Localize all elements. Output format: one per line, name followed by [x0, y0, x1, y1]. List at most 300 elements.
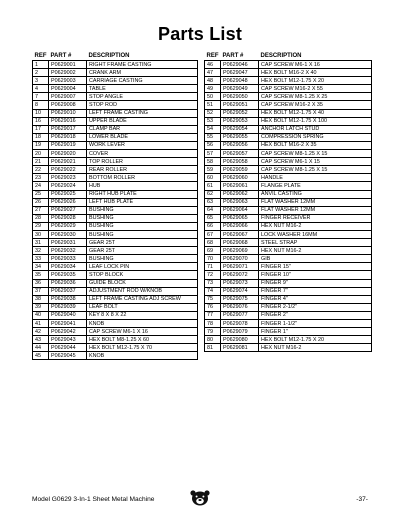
table-row: [205, 239, 372, 247]
ref-cell: 74: [205, 287, 221, 295]
part-number-cell: P0629064: [221, 206, 259, 214]
description-cell: CAP SCREW M16-2 X 35: [259, 101, 372, 109]
description-cell: FINGER 2": [259, 311, 372, 319]
description-cell: LEFT FRAME CASTING: [87, 109, 198, 117]
table-row: [33, 311, 198, 319]
ref-cell: 45: [33, 352, 49, 360]
part-number-cell: P0629043: [49, 336, 87, 344]
ref-cell: 35: [33, 271, 49, 279]
ref-cell: 7: [33, 93, 49, 101]
ref-cell: 4: [33, 85, 49, 93]
description-cell: WORK LEVER: [87, 141, 198, 149]
part-number-cell: P0629071: [221, 263, 259, 271]
ref-cell: 55: [205, 133, 221, 141]
description-cell: BUSHING: [87, 214, 198, 222]
description-cell: FINGER 9": [259, 279, 372, 287]
ref-cell: 43: [33, 336, 49, 344]
part-number-cell: P0629059: [221, 166, 259, 174]
table-header-row: [33, 52, 198, 61]
table-row: [33, 117, 198, 125]
part-number-cell: P0629065: [221, 214, 259, 222]
ref-cell: 39: [33, 303, 49, 311]
table-row: [33, 125, 198, 133]
table-row: [205, 77, 372, 85]
part-number-cell: P0629062: [221, 190, 259, 198]
table-row: [205, 247, 372, 255]
table-row: [33, 287, 198, 295]
table-row: [205, 61, 372, 69]
part-number-cell: P0629080: [221, 336, 259, 344]
table-row: [33, 336, 198, 344]
description-cell: HEX BOLT M12-1.75 X 70: [87, 344, 198, 352]
part-number-cell: P0629010: [49, 109, 87, 117]
part-number-cell: P0629035: [49, 271, 87, 279]
table-row: [33, 271, 198, 279]
table-row: [205, 230, 372, 238]
description-cell: STOP BLOCK: [87, 271, 198, 279]
description-cell: LOCK WASHER 16MM: [259, 230, 372, 238]
ref-cell: 29: [33, 222, 49, 230]
description-cell: HEX BOLT M16-2 X 35: [259, 141, 372, 149]
part-number-cell: P0629007: [49, 93, 87, 101]
part-header: PART #: [222, 53, 244, 59]
ref-cell: 53: [205, 117, 221, 125]
ref-cell: 27: [33, 206, 49, 214]
description-cell: CAP SCREW M6-1 X 16: [259, 61, 372, 69]
table-row: [205, 311, 372, 319]
description-cell: COMPRESSION SPRING: [259, 133, 372, 141]
table-row: [33, 61, 198, 69]
ref-cell: 8: [33, 101, 49, 109]
table-row: [33, 85, 198, 93]
ref-cell: 1: [33, 61, 49, 69]
description-cell: FINGER 7": [259, 287, 372, 295]
part-number-cell: P0629027: [49, 206, 87, 214]
ref-cell: 57: [205, 150, 221, 158]
description-cell: HEX NUT M16-2: [259, 247, 372, 255]
ref-cell: 72: [205, 271, 221, 279]
ref-cell: 62: [205, 190, 221, 198]
table-row: [33, 141, 198, 149]
table-row: [33, 133, 198, 141]
description-cell: HANDLE: [259, 174, 372, 182]
description-cell: BUSHING: [87, 230, 198, 238]
part-number-cell: P0629061: [221, 182, 259, 190]
description-cell: RIGHT FRAME CASTING: [87, 61, 198, 69]
table-row: [205, 320, 372, 328]
table-row: [205, 93, 372, 101]
description-cell: HEX BOLT M12-1.75 X 20: [259, 77, 372, 85]
ref-cell: 70: [205, 255, 221, 263]
ref-cell: 30: [33, 230, 49, 238]
description-cell: ADJUSTMENT ROD W/KNOB: [87, 287, 198, 295]
description-cell: STOP ROD: [87, 101, 198, 109]
table-row: [33, 101, 198, 109]
parts-table-right-body: [205, 61, 372, 352]
part-number-cell: P0629053: [221, 117, 259, 125]
table-row: [205, 198, 372, 206]
parts-table-left-body: [33, 61, 198, 360]
ref-cell: 41: [33, 320, 49, 328]
description-cell: BUSHING: [87, 255, 198, 263]
table-row: [205, 125, 372, 133]
table-row: [205, 295, 372, 303]
description-cell: ANVIL CASTING: [259, 190, 372, 198]
part-number-cell: P0629067: [221, 230, 259, 238]
description-cell: HEX BOLT M12-1.75 X 100: [259, 117, 372, 125]
ref-header: REF: [34, 53, 47, 59]
ref-cell: 51: [205, 101, 221, 109]
ref-cell: 75: [205, 295, 221, 303]
part-number-cell: P0629028: [49, 214, 87, 222]
ref-cell: 73: [205, 279, 221, 287]
description-cell: LEFT FRAME CASTING ADJ SCREW: [87, 295, 198, 303]
description-cell: GEAR 25T: [87, 239, 198, 247]
parts-table-left: [32, 52, 198, 360]
part-number-cell: P0629036: [49, 279, 87, 287]
table-row: [205, 328, 372, 336]
description-cell: CAP SCREW M8-1.25 X 15: [259, 150, 372, 158]
table-row: [33, 344, 198, 352]
part-number-cell: P0629034: [49, 263, 87, 271]
table-row: [33, 320, 198, 328]
table-row: [205, 190, 372, 198]
footer-page-number: -37-: [356, 496, 368, 503]
description-cell: CARRIAGE CASTING: [87, 77, 198, 85]
ref-cell: 79: [205, 328, 221, 336]
table-row: [205, 206, 372, 214]
part-number-cell: P0629042: [49, 328, 87, 336]
table-row: [205, 69, 372, 77]
table-row: [33, 150, 198, 158]
table-row: [205, 158, 372, 166]
description-cell: KNOB: [87, 352, 198, 360]
part-number-cell: P0629074: [221, 287, 259, 295]
table-row: [205, 117, 372, 125]
table-row: [205, 133, 372, 141]
part-number-cell: P0629077: [221, 311, 259, 319]
ref-cell: 63: [205, 198, 221, 206]
table-row: [205, 344, 372, 352]
table-row: [205, 174, 372, 182]
description-cell: CAP SCREW M8-1.25 X 25: [259, 93, 372, 101]
part-number-cell: P0629016: [49, 117, 87, 125]
table-row: [33, 174, 198, 182]
ref-cell: 40: [33, 311, 49, 319]
description-header: DESCRIPTION: [88, 53, 130, 59]
ref-cell: 32: [33, 247, 49, 255]
description-cell: TABLE: [87, 85, 198, 93]
ref-header: REF: [206, 53, 219, 59]
part-number-cell: P0629058: [221, 158, 259, 166]
part-number-cell: P0629037: [49, 287, 87, 295]
ref-cell: 25: [33, 190, 49, 198]
description-cell: CAP SCREW M8-1.25 X 15: [259, 166, 372, 174]
description-cell: RIGHT HUB PLATE: [87, 190, 198, 198]
ref-cell: 44: [33, 344, 49, 352]
table-row: [205, 141, 372, 149]
part-number-cell: P0629020: [49, 150, 87, 158]
table-row: [33, 239, 198, 247]
ref-cell: 67: [205, 230, 221, 238]
part-number-cell: P0629029: [49, 222, 87, 230]
table-row: [205, 166, 372, 174]
table-row: [205, 109, 372, 117]
description-cell: FLANGE PLATE: [259, 182, 372, 190]
description-cell: HEX BOLT M12-1.75 X 40: [259, 109, 372, 117]
part-number-cell: P0629054: [221, 125, 259, 133]
table-row: [205, 336, 372, 344]
ref-cell: 80: [205, 336, 221, 344]
part-header: PART #: [50, 53, 72, 59]
ref-cell: 19: [33, 141, 49, 149]
description-cell: FINGER 15": [259, 263, 372, 271]
table-row: [33, 93, 198, 101]
description-cell: CAP SCREW M6-1 X 15: [259, 158, 372, 166]
part-number-cell: P0629047: [221, 69, 259, 77]
part-number-cell: P0629018: [49, 133, 87, 141]
part-number-cell: P0629081: [221, 344, 259, 352]
part-number-cell: P0629076: [221, 303, 259, 311]
part-number-cell: P0629026: [49, 198, 87, 206]
description-cell: STOP ANGLE: [87, 93, 198, 101]
table-row: [205, 303, 372, 311]
ref-cell: 46: [205, 61, 221, 69]
ref-cell: 22: [33, 166, 49, 174]
part-number-cell: P0629048: [221, 77, 259, 85]
ref-cell: 3: [33, 77, 49, 85]
ref-cell: 56: [205, 141, 221, 149]
description-cell: HUB: [87, 182, 198, 190]
ref-cell: 10: [33, 109, 49, 117]
part-number-cell: P0629046: [221, 61, 259, 69]
description-header: DESCRIPTION: [260, 53, 302, 59]
ref-cell: 42: [33, 328, 49, 336]
part-number-cell: P0629030: [49, 230, 87, 238]
ref-cell: 38: [33, 295, 49, 303]
ref-cell: 52: [205, 109, 221, 117]
description-cell: HEX NUT M16-2: [259, 222, 372, 230]
ref-cell: 17: [33, 125, 49, 133]
ref-cell: 61: [205, 182, 221, 190]
table-row: [33, 263, 198, 271]
description-cell: FINGER 2-1/2": [259, 303, 372, 311]
description-cell: HEX BOLT M12-1.75 X 20: [259, 336, 372, 344]
description-cell: BUSHING: [87, 222, 198, 230]
part-number-cell: P0629023: [49, 174, 87, 182]
table-row: [205, 287, 372, 295]
table-row: [33, 198, 198, 206]
table-row: [33, 295, 198, 303]
part-number-cell: P0629066: [221, 222, 259, 230]
description-cell: BUSHING: [87, 206, 198, 214]
ref-cell: 36: [33, 279, 49, 287]
part-number-cell: P0629079: [221, 328, 259, 336]
ref-cell: 18: [33, 133, 49, 141]
ref-cell: 37: [33, 287, 49, 295]
ref-cell: 2: [33, 69, 49, 77]
description-cell: FINGER 4": [259, 295, 372, 303]
description-cell: HEX BOLT M8-1.25 X 60: [87, 336, 198, 344]
part-number-cell: P0629072: [221, 271, 259, 279]
description-cell: GEAR 25T: [87, 247, 198, 255]
part-number-cell: P0629008: [49, 101, 87, 109]
table-row: [33, 69, 198, 77]
description-cell: FLAT WASHER 12MM: [259, 198, 372, 206]
ref-cell: 69: [205, 247, 221, 255]
table-row: [33, 214, 198, 222]
description-cell: KNOB: [87, 320, 198, 328]
ref-cell: 26: [33, 198, 49, 206]
description-cell: FINGER RECEIVER: [259, 214, 372, 222]
ref-cell: 54: [205, 125, 221, 133]
parts-table-right: [204, 52, 372, 352]
table-row: [205, 271, 372, 279]
description-cell: GUIDE BLOCK: [87, 279, 198, 287]
part-number-cell: P0629025: [49, 190, 87, 198]
table-row: [33, 166, 198, 174]
ref-cell: 28: [33, 214, 49, 222]
ref-cell: 64: [205, 206, 221, 214]
ref-cell: 33: [33, 255, 49, 263]
part-number-cell: P0629078: [221, 320, 259, 328]
ref-cell: 65: [205, 214, 221, 222]
ref-cell: 50: [205, 93, 221, 101]
description-cell: CRANK ARM: [87, 69, 198, 77]
description-cell: FLAT WASHER 12MM: [259, 206, 372, 214]
description-cell: GIB: [259, 255, 372, 263]
part-number-cell: P0629050: [221, 93, 259, 101]
table-row: [33, 158, 198, 166]
description-cell: TOP ROLLER: [87, 158, 198, 166]
ref-cell: 31: [33, 239, 49, 247]
ref-cell: 34: [33, 263, 49, 271]
part-number-cell: P0629049: [221, 85, 259, 93]
table-row: [205, 182, 372, 190]
ref-cell: 59: [205, 166, 221, 174]
part-number-cell: P0629055: [221, 133, 259, 141]
part-number-cell: P0629044: [49, 344, 87, 352]
table-row: [33, 77, 198, 85]
bear-head-logo-icon: [189, 490, 211, 506]
page-title: Parts List: [157, 24, 243, 44]
part-number-cell: P0629075: [221, 295, 259, 303]
table-row: [33, 222, 198, 230]
ref-cell: 24: [33, 182, 49, 190]
table-row: [33, 206, 198, 214]
ref-cell: 20: [33, 150, 49, 158]
part-number-cell: P0629022: [49, 166, 87, 174]
description-cell: STEEL STRAP: [259, 239, 372, 247]
part-number-cell: P0629032: [49, 247, 87, 255]
part-number-cell: P0629060: [221, 174, 259, 182]
ref-cell: 21: [33, 158, 49, 166]
part-number-cell: P0629004: [49, 85, 87, 93]
part-number-cell: P0629056: [221, 141, 259, 149]
table-row: [33, 247, 198, 255]
description-cell: KEY 8 X 8 X 22: [87, 311, 198, 319]
description-cell: HEX NUT M16-2: [259, 344, 372, 352]
table-row: [205, 279, 372, 287]
table-row: [33, 182, 198, 190]
part-number-cell: P0629057: [221, 150, 259, 158]
table-row: [33, 230, 198, 238]
part-number-cell: P0629040: [49, 311, 87, 319]
description-cell: ANCHOR LATCH STUD: [259, 125, 372, 133]
ref-cell: 58: [205, 158, 221, 166]
description-cell: FINGER 10": [259, 271, 372, 279]
part-number-cell: P0629038: [49, 295, 87, 303]
table-row: [33, 109, 198, 117]
part-number-cell: P0629024: [49, 182, 87, 190]
table-header-row: [205, 52, 372, 61]
ref-cell: 76: [205, 303, 221, 311]
description-cell: LEAF BOLT: [87, 303, 198, 311]
part-number-cell: P0629039: [49, 303, 87, 311]
description-cell: BOTTOM ROLLER: [87, 174, 198, 182]
ref-cell: 60: [205, 174, 221, 182]
ref-cell: 16: [33, 117, 49, 125]
part-number-cell: P0629031: [49, 239, 87, 247]
table-row: [33, 352, 198, 360]
ref-cell: 78: [205, 320, 221, 328]
part-number-cell: P0629002: [49, 69, 87, 77]
part-number-cell: P0629063: [221, 198, 259, 206]
ref-cell: 77: [205, 311, 221, 319]
description-cell: FINGER 1": [259, 328, 372, 336]
description-cell: LEAF LOCK PIN: [87, 263, 198, 271]
description-cell: UPPER BLADE: [87, 117, 198, 125]
part-number-cell: P0629045: [49, 352, 87, 360]
part-number-cell: P0629052: [221, 109, 259, 117]
footer-model: Model G0629 3-In-1 Sheet Metal Machine: [32, 496, 155, 503]
table-row: [205, 255, 372, 263]
part-number-cell: P0629019: [49, 141, 87, 149]
table-row: [205, 222, 372, 230]
description-cell: FINGER 1-1/2": [259, 320, 372, 328]
ref-cell: 66: [205, 222, 221, 230]
part-number-cell: P0629021: [49, 158, 87, 166]
description-cell: REAR ROLLER: [87, 166, 198, 174]
table-row: [33, 303, 198, 311]
ref-cell: 48: [205, 77, 221, 85]
description-cell: COVER: [87, 150, 198, 158]
part-number-cell: P0629003: [49, 77, 87, 85]
ref-cell: 49: [205, 85, 221, 93]
part-number-cell: P0629033: [49, 255, 87, 263]
ref-cell: 81: [205, 344, 221, 352]
description-cell: HEX BOLT M16-2 X 40: [259, 69, 372, 77]
table-row: [33, 328, 198, 336]
table-row: [33, 190, 198, 198]
table-row: [33, 255, 198, 263]
description-cell: LOWER BLADE: [87, 133, 198, 141]
description-cell: CAP SCREW M16-2 X 55: [259, 85, 372, 93]
ref-cell: 47: [205, 69, 221, 77]
part-number-cell: P0629051: [221, 101, 259, 109]
table-row: [205, 85, 372, 93]
description-cell: CAP SCREW M6-1 X 16: [87, 328, 198, 336]
table-row: [205, 263, 372, 271]
ref-cell: 71: [205, 263, 221, 271]
part-number-cell: P0629041: [49, 320, 87, 328]
part-number-cell: P0629070: [221, 255, 259, 263]
description-cell: LEFT HUB PLATE: [87, 198, 198, 206]
part-number-cell: P0629068: [221, 239, 259, 247]
table-row: [205, 214, 372, 222]
part-number-cell: P0629017: [49, 125, 87, 133]
table-row: [205, 101, 372, 109]
